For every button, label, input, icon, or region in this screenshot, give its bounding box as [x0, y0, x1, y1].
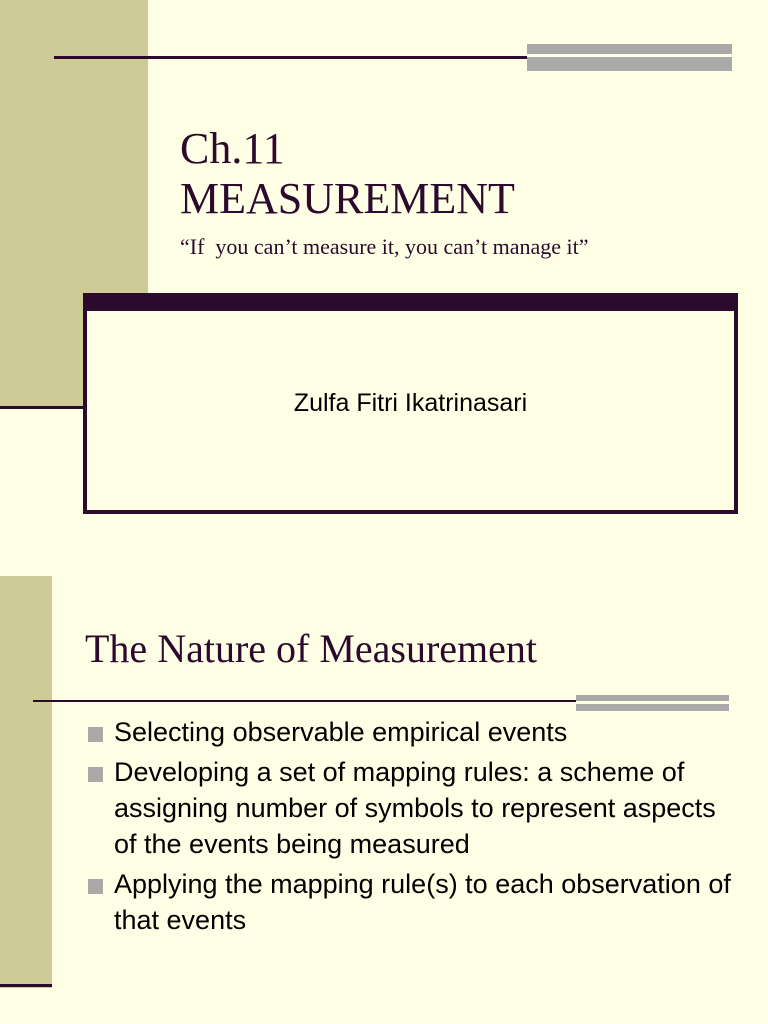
list-item [86, 754, 736, 862]
sidebar-band [0, 576, 52, 988]
bullet-text: Developing a set of mapping rules: a scheme of assigning number of symbols to represent aspects of the events being measured [114, 757, 716, 859]
author-box [83, 293, 738, 514]
accent-bar [576, 695, 729, 711]
bullet-text: Selecting observable empirical events [114, 717, 568, 747]
bottom-rule-line [0, 984, 52, 987]
slide-quote: “If you can’t measure it, you can’t manage it” [180, 234, 589, 259]
accent-bar [527, 44, 732, 71]
content-slide [0, 540, 768, 1024]
chapter-title: MEASUREMENT [180, 174, 515, 223]
slide-title [180, 124, 515, 224]
left-rule-line [0, 406, 86, 409]
square-bullet-icon [88, 727, 103, 742]
bullet-text: Applying the mapping rule(s) to each observation of that events [114, 869, 731, 935]
chapter-label: Ch.11 [180, 124, 285, 173]
bullet-list [86, 714, 736, 942]
square-bullet-icon [88, 879, 103, 894]
author-name: Zulfa Fitri Ikatrinasari [293, 389, 528, 417]
list-item [86, 714, 736, 750]
slide-title: The Nature of Measurement [85, 626, 538, 671]
list-item [86, 866, 736, 938]
square-bullet-icon [88, 767, 103, 782]
